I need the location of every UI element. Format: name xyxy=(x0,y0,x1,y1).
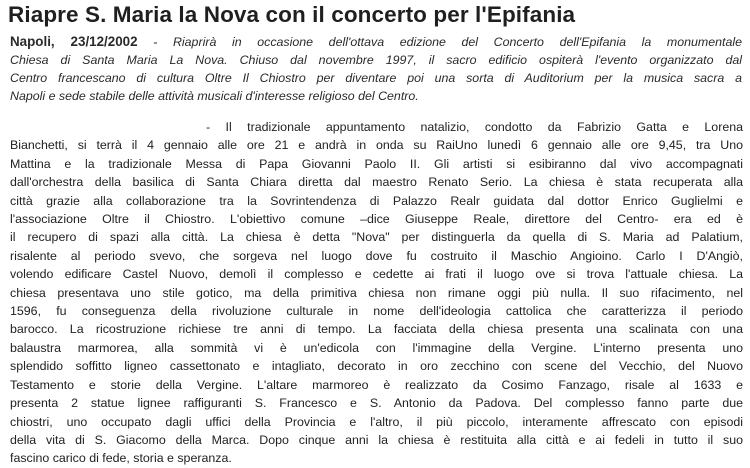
body-line: volendo edificare Castel Nuovo, demolì il complesso e cedette ai frati il luogo ove si trova l'attuale chiesa. La xyxy=(10,267,743,282)
body-line: Mattina e la tradizionale Messa di Papa Giovanni Paolo II. Gli artisti si esibiranno dal vivo accompagnati xyxy=(10,156,743,171)
body-line: l'associazione Oltre il Chiostro. L'obiettivo comune –dice Giuseppe Reale, direttore del Centro- era ed è xyxy=(10,212,743,227)
body-line: balaustra marmorea, alla sommità vi è un'edicola con l'immagine della Vergine. L'interno presenta uno xyxy=(10,340,743,355)
body-line: splendido soffitto ligneo cassettonato e intagliato, decorato in oro zecchino con scene del Vecchio, del Nuovo xyxy=(10,359,743,374)
lead-line: Napoli, 23/12/2002 - Riaprirà in occasione dell'ottava edizione del Concerto dell'Epifania la monumentale xyxy=(10,34,742,49)
body-line: risalente al periodo svevo, che sorgeva nel luogo dove fu costruito il Maschio Angioino. Carlo I D'Angiò, xyxy=(10,248,743,263)
headline: Riapre S. Maria la Nova con il concerto per l'Epifania xyxy=(8,2,576,27)
body-line: dall'orchestra della basilica di Santa Chiara diretta dal maestro Renato Serio. La chiesa è stata recuperata alla xyxy=(10,175,743,190)
article-body xyxy=(10,118,743,468)
body-line: chiostri, uno occupato dagli uffici della Provincia e l'altro, il più piccolo, interamente affrescato con episodi xyxy=(10,414,743,429)
lead-line: Chiesa di Santa Maria La Nova. Chiuso dal novembre 1997, il sacro edificio ospiterà l'evento organizzato dal xyxy=(10,53,742,67)
body-line: il recupero di spazi alla città. La chiesa è detta "Nova" per distinguerla da quella di S. Maria ad Palatium, xyxy=(10,230,743,245)
lead-line: Napoli e sede stabile delle attività musicali d'interesse religioso del Centro. xyxy=(10,89,419,103)
body-line: - Il tradizionale appuntamento natalizio, condotto da Fabrizio Gatta e Lorena xyxy=(206,120,743,134)
body-line: Testamento e storie della Vergine. L'altare marmoreo è realizzato da Cosimo Fanzago, risale al 1633 e xyxy=(10,377,743,392)
body-line: della vita di S. Giacomo della Marca. Dopo cinque anni la chiesa è restituita alla città e ai fedeli in tutto il suo xyxy=(10,432,743,447)
lead-paragraph xyxy=(10,33,742,105)
body-line: città grazie alla collaborazione tra la Sovrintendenza di Palazzo Realr guidata dal dottor Enrico Guglielmi e xyxy=(10,193,743,208)
lead-line: Centro francescano di cultura Oltre Il Chiostro per diventare poi una sorta di Auditorium per la musica sacra a xyxy=(10,71,742,85)
dateline: Napoli, 23/12/2002 xyxy=(10,34,138,49)
body-line: chiesa presentava uno stile gotico, ma della primitiva chiesa non rimane oggi più nulla. Il suo rifacimento, nel xyxy=(10,285,743,300)
body-line: barocco. La ricostruzione richiese tre anni di tempo. La facciata della chiesa presenta una scalinata con una xyxy=(10,322,743,337)
body-line: Bianchetti, si terrà il 4 gennaio alle ore 21 e andrà in onda su RaiUno lunedì 6 gennaio alle ore 9,45, tra Uno xyxy=(10,138,743,153)
body-line: 1596, fu conseguenza della rivoluzione culturale in nome dell'ideologia cattolica che caratterizza il periodo xyxy=(10,304,743,319)
body-line: fascino carico di fede, storia e speranza. xyxy=(10,451,232,466)
body-line: presenta 2 statue lignee raffiguranti S. Francesco e S. Antonio da Padova. Del complesso fanno parte due xyxy=(10,396,743,411)
